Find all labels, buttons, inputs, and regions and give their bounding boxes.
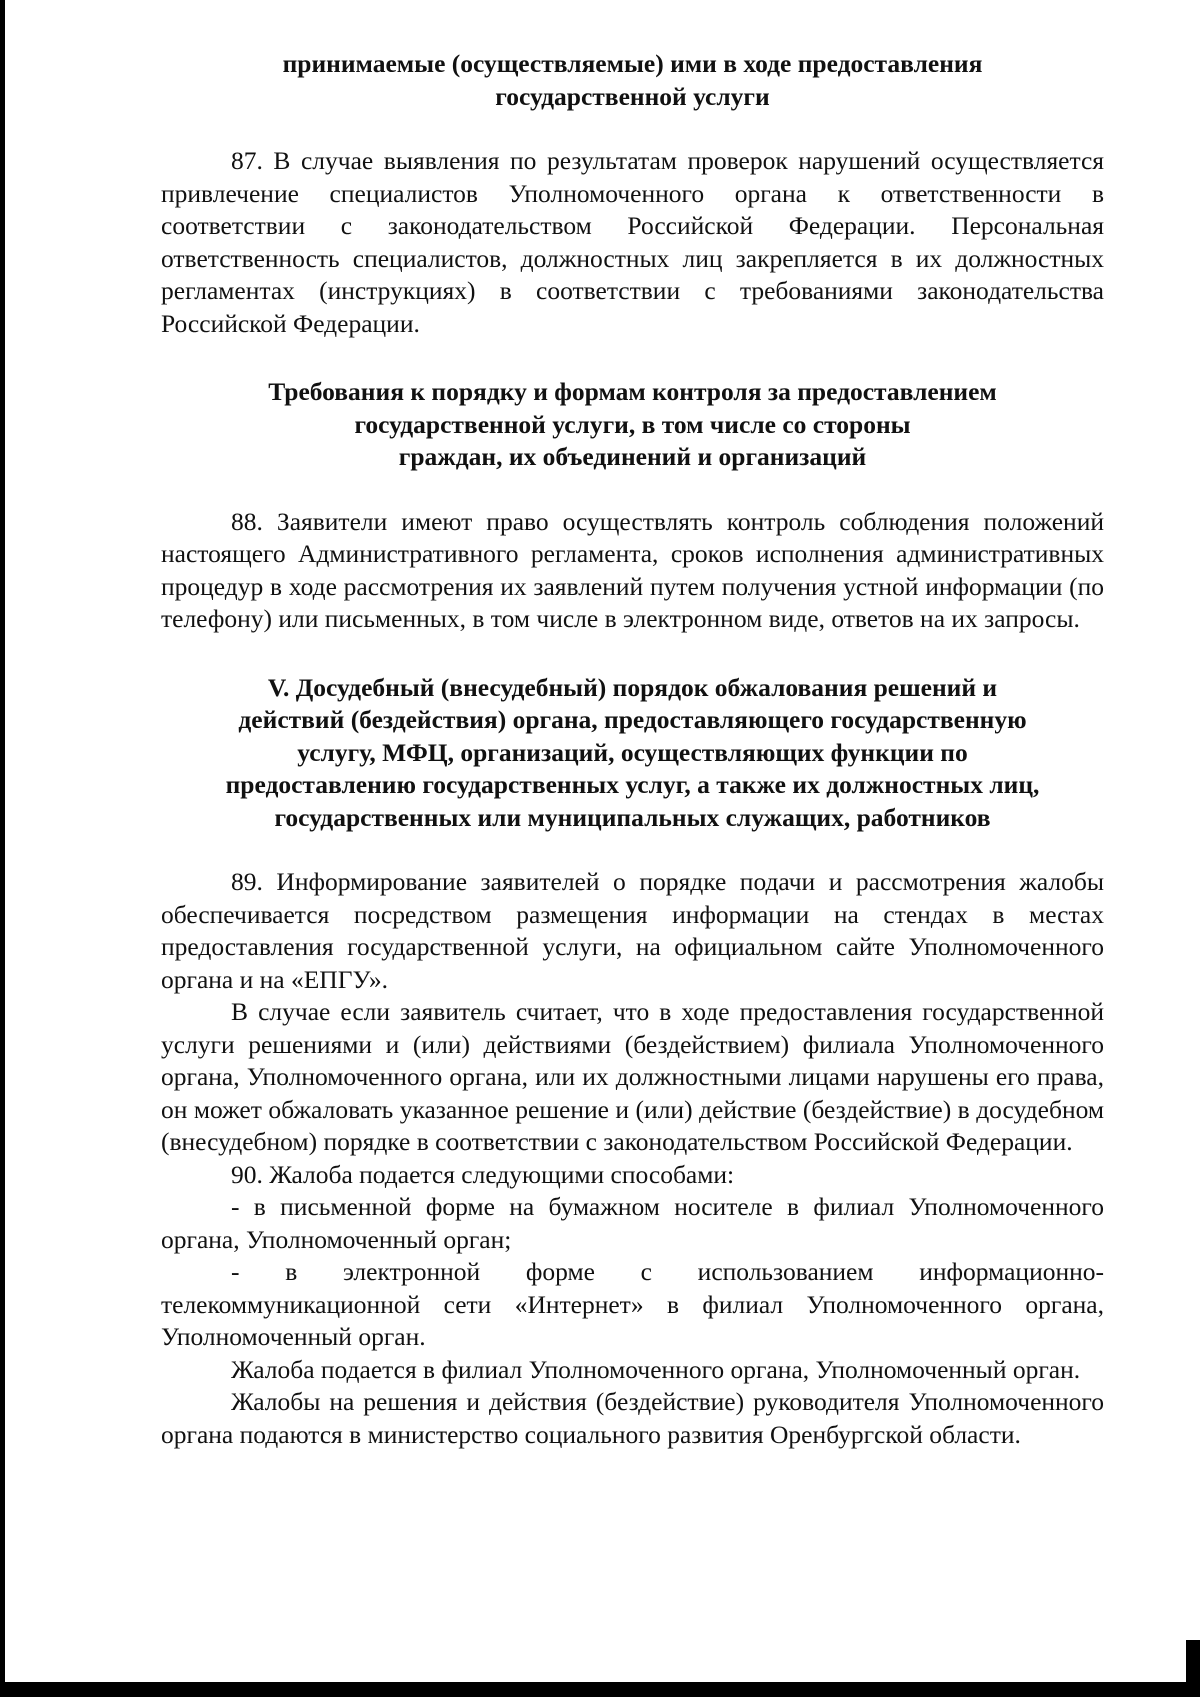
paragraph-89-continuation: В случае если заявитель считает, что в ходе предоставления государственной услуги решениями и (или) действиями (бездействием) филиала Уполномоченного органа, Уполномоченного органа, или их должностными лицами нарушены его права, он может обжаловать указанное решение и (или) действие (бездействие) в досудебном (внесудебном) порядке в соответствии с законодательством Российской Федерации. bbox=[161, 997, 1104, 1156]
heading-line: действий (бездействия) органа, предоставляющего государственную bbox=[238, 705, 1027, 734]
heading-control-requirements bbox=[161, 376, 1104, 474]
heading-line: граждан, их объединений и организаций bbox=[398, 442, 867, 471]
list-item-paper-form: - в письменной форме на бумажном носителе в филиал Уполномоченного органа, Уполномоченный орган; bbox=[161, 1192, 1104, 1254]
heading-line: государственных или муниципальных служащих, работников bbox=[274, 802, 991, 832]
heading-line: предоставлению государственных услуг, а также их должностных лиц, bbox=[225, 770, 1040, 799]
paragraph-complaint-filing: Жалоба подается в филиал Уполномоченного органа, Уполномоченный орган. bbox=[231, 1354, 1081, 1384]
paragraph-90: 90. Жалоба подается следующими способами: bbox=[231, 1159, 735, 1189]
heading-line: государственной услуги, в том числе со стороны bbox=[354, 409, 911, 439]
paragraph-87: 87. В случае выявления по результатам проверок нарушений осуществляется привлечение специалистов Уполномоченного органа к ответственности в соответствии с законодательством Российской Федерации. Персональная ответственность специалистов, должностных лиц закрепляется в их должностных регламентах (инструкциях) в соответствии с требованиями законодательства Российской Федерации. bbox=[161, 146, 1104, 338]
paragraph-89: 89. Информирование заявителей о порядке подачи и рассмотрения жалобы обеспечивается посредством размещения информации на стендах в местах предоставления государственной услуги, на официальном сайте Уполномоченного органа и на «ЕПГУ». bbox=[161, 867, 1104, 994]
heading-line: принимаемые (осуществляемые) ими в ходе предоставления bbox=[282, 49, 983, 78]
scan-border-bottom bbox=[0, 1682, 1200, 1697]
document-body bbox=[161, 48, 1104, 1451]
scan-border-left bbox=[0, 0, 5, 1697]
paragraph-complaint-ministry: Жалобы на решения и действия (бездействие) руководителя Уполномоченного органа подаются в министерство социального развития Оренбургской области. bbox=[161, 1387, 1104, 1449]
heading-line: государственной услуги bbox=[495, 81, 770, 111]
heading-line: услугу, МФЦ, организаций, осуществляющих функции по bbox=[297, 737, 968, 767]
scan-border-corner bbox=[1186, 1640, 1200, 1697]
heading-line: V. Досудебный (внесудебный) порядок обжалования решений и bbox=[267, 672, 998, 702]
heading-decisions-continuation bbox=[161, 48, 1104, 113]
heading-section-5 bbox=[161, 672, 1104, 835]
paragraph-88: 88. Заявители имеют право осуществлять контроль соблюдения положений настоящего Административного регламента, сроков исполнения административных процедур в ходе рассмотрения их заявлений путем получения устной информации (по телефону) или письменных, в том числе в электронном виде, ответов на их запросы. bbox=[161, 506, 1104, 633]
heading-line: Требования к порядку и формам контроля за предоставлением bbox=[268, 377, 997, 406]
list-item-electronic-form: - в электронной форме с использованием информационно-телекоммуникационной сети «Интернет» в филиал Уполномоченного органа, Уполномоченный орган. bbox=[161, 1257, 1104, 1351]
